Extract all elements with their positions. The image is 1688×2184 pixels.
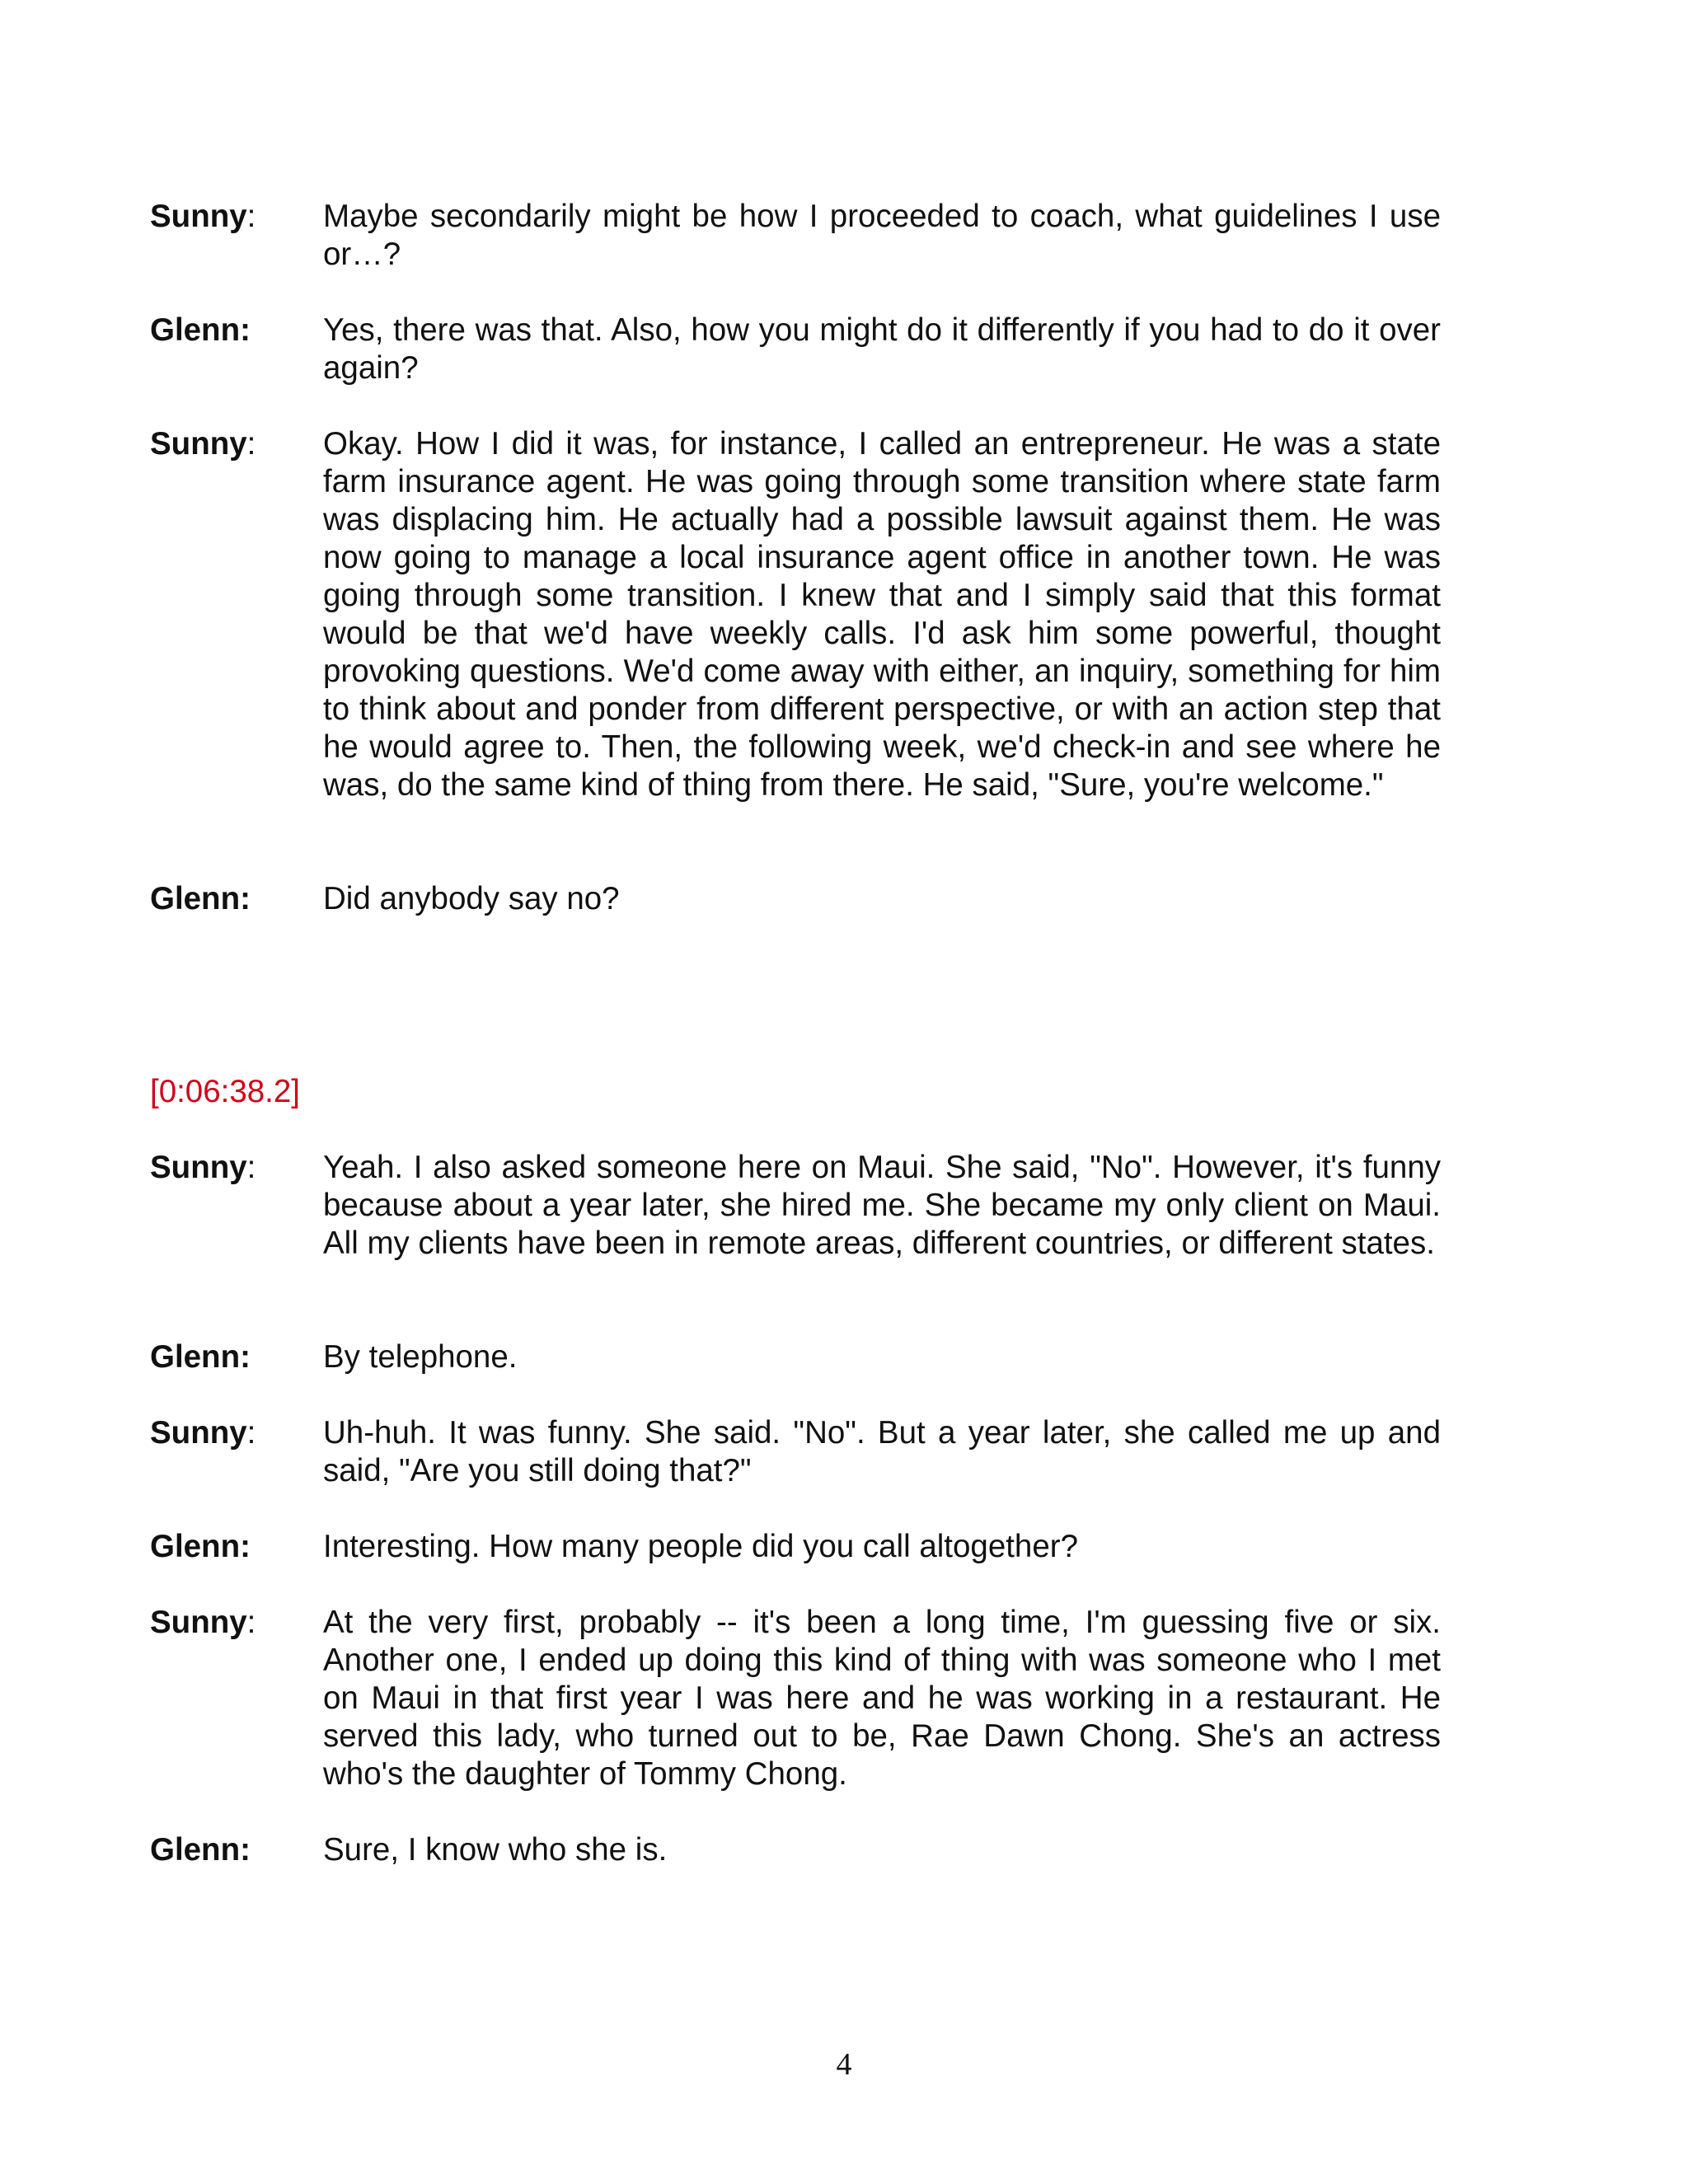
- speaker-name: Sunny: [150, 199, 247, 234]
- dialogue-turn: [0, 425, 1688, 804]
- dialogue-turn: [0, 880, 1688, 918]
- dialogue-turn: [0, 1338, 1688, 1376]
- dialogue-text: By telephone.: [323, 1339, 518, 1375]
- dialogue-text: Maybe secondarily might be how I proceeded to coach, what guidelines I use or…?: [323, 199, 1441, 272]
- speaker-name: Glenn: [150, 1832, 241, 1868]
- dialogue-turn: [0, 312, 1688, 387]
- speaker-name: Sunny: [150, 426, 247, 462]
- speaker-name: Sunny: [150, 1150, 247, 1185]
- dialogue-turn: [0, 1604, 1688, 1793]
- speaker-name: Glenn: [150, 881, 241, 916]
- speaker-colon: :: [246, 199, 256, 234]
- speaker-colon: :: [240, 1832, 251, 1868]
- speaker-name: Sunny: [150, 1605, 247, 1640]
- dialogue-text: Yeah. I also asked someone here on Maui. She said, "No". However, it's funny because about a year later, she hired me. She became my only client on Maui. All my clients have been in remote areas, different countries, or different states.: [323, 1150, 1441, 1261]
- speaker-colon: :: [246, 1415, 256, 1451]
- speaker-name: Glenn: [150, 1339, 241, 1375]
- dialogue-turn: [0, 198, 1688, 274]
- speaker-label: [150, 425, 315, 463]
- speaker-name: Glenn: [150, 1529, 241, 1564]
- speaker-label: [150, 1604, 315, 1642]
- dialogue-text: Interesting. How many people did you call altogether?: [323, 1529, 1078, 1564]
- speaker-label: [150, 1149, 315, 1187]
- speaker-colon: :: [240, 1339, 251, 1375]
- dialogue-text: Uh-huh. It was funny. She said. "No". But a year later, she called me up and said, "Are you still doing that?": [323, 1415, 1441, 1488]
- speaker-name: Sunny: [150, 1415, 247, 1451]
- speaker-label: [150, 1414, 315, 1452]
- dialogue-text: Yes, there was that. Also, how you might do it differently if you had to do it over again?: [323, 312, 1441, 386]
- page-number: 4: [836, 2047, 852, 2082]
- dialogue-turn: [0, 1528, 1688, 1566]
- dialogue-text: At the very first, probably -- it's been a long time, I'm guessing five or six. Another one, I ended up doing this kind of thing with was someone who I met on Maui in that first year I was here and he was working in a restaurant. He served this lady, who turned out to be, Rae Dawn Chong. She's an actress who's the daughter of Tommy Chong.: [323, 1605, 1441, 1792]
- dialogue-text: Did anybody say no?: [323, 881, 620, 916]
- timestamp: [0:06:38.2]: [150, 1074, 300, 1109]
- speaker-colon: :: [240, 1529, 251, 1564]
- dialogue-text: Okay. How I did it was, for instance, I called an entrepreneur. He was a state farm insurance agent. He was going through some transition where state farm was displacing him. He actually had a possible lawsuit against them. He was now going to manage a local insurance agent office in another town. He was going through some transition. I knew that and I simply said that this format would be that we'd have weekly calls. I'd ask him some powerful, thought provoking questions. We'd come away with either, an inquiry, something for him to think about and ponder from different perspective, or with an action step that he would agree to. Then, the following week, we'd check-in and see where he was, do the same kind of thing from there. He said, "Sure, you're welcome.": [323, 426, 1441, 803]
- dialogue-text: Sure, I know who she is.: [323, 1832, 668, 1868]
- speaker-label: [150, 1338, 315, 1376]
- speaker-colon: :: [240, 312, 251, 348]
- speaker-colon: :: [246, 426, 256, 462]
- dialogue-turn: [0, 1831, 1688, 1869]
- dialogue-turn: [0, 1414, 1688, 1490]
- speaker-label: [150, 880, 315, 918]
- dialogue-turn: [0, 1149, 1688, 1263]
- speaker-label: [150, 198, 315, 236]
- speaker-colon: :: [246, 1150, 256, 1185]
- speaker-colon: :: [246, 1605, 256, 1640]
- speaker-name: Glenn: [150, 312, 241, 348]
- speaker-label: [150, 1528, 315, 1566]
- speaker-label: [150, 312, 315, 349]
- speaker-label: [150, 1831, 315, 1869]
- speaker-colon: :: [240, 881, 251, 916]
